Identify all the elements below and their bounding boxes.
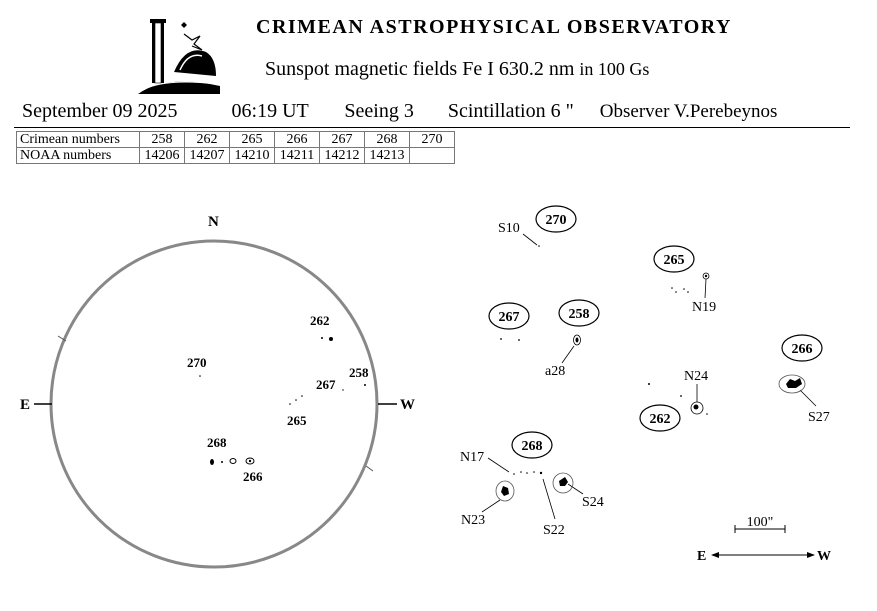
crimean-numbers-label: Crimean numbers bbox=[17, 132, 140, 148]
spot-labels bbox=[460, 221, 830, 538]
svg-text:262: 262 bbox=[649, 412, 671, 427]
group-262 bbox=[640, 405, 680, 431]
table-cell: 265 bbox=[230, 132, 275, 148]
spot-label-a28: a28 bbox=[545, 364, 566, 379]
table-cell: 270 bbox=[410, 132, 455, 148]
table-cell: 14213 bbox=[365, 148, 410, 164]
table-cell: 14212 bbox=[320, 148, 365, 164]
group-258 bbox=[559, 300, 599, 326]
spot-label-n17: N17 bbox=[460, 450, 485, 465]
subtitle-unit: in 100 Gs bbox=[579, 59, 650, 79]
table-cell: 14206 bbox=[140, 148, 185, 164]
disk-west-label: W bbox=[400, 397, 415, 413]
detail-east-label: E bbox=[697, 549, 707, 564]
table-cell: 268 bbox=[365, 132, 410, 148]
svg-text:265: 265 bbox=[663, 253, 685, 268]
disk-region-268: 268 bbox=[207, 435, 227, 450]
spot-label-n24: N24 bbox=[684, 369, 709, 384]
detail-spots bbox=[496, 245, 805, 501]
table-cell: 14211 bbox=[275, 148, 320, 164]
solar-disk bbox=[51, 241, 377, 567]
spot-label-s27: S27 bbox=[808, 410, 830, 425]
group-270 bbox=[536, 206, 576, 232]
table-cell: 14210 bbox=[230, 148, 275, 164]
disk-region-267: 267 bbox=[316, 377, 336, 392]
scale-label: 100" bbox=[746, 515, 774, 530]
table-cell: 14207 bbox=[185, 148, 230, 164]
disk-region-266: 266 bbox=[243, 469, 263, 484]
disk-region-258: 258 bbox=[349, 365, 369, 380]
scintillation-value: Scintillation 6 " bbox=[447, 100, 574, 122]
table-cell: 267 bbox=[320, 132, 365, 148]
disk-region-262: 262 bbox=[310, 313, 330, 328]
svg-text:266: 266 bbox=[791, 342, 813, 357]
svg-text:268: 268 bbox=[521, 439, 543, 454]
disk-north-label: N bbox=[208, 214, 219, 230]
svg-text:258: 258 bbox=[568, 307, 590, 322]
spot-label-n19: N19 bbox=[692, 300, 717, 315]
table-cell: 262 bbox=[185, 132, 230, 148]
group-265 bbox=[654, 246, 694, 272]
svg-text:270: 270 bbox=[545, 213, 567, 228]
observation-time: 06:19 UT bbox=[231, 100, 309, 122]
disk-region-265: 265 bbox=[287, 413, 307, 428]
spot-label-s22: S22 bbox=[543, 523, 565, 538]
subtitle-main: Sunspot magnetic fields Fe I 630.2 nm bbox=[265, 58, 575, 80]
group-268 bbox=[512, 432, 552, 458]
group-266 bbox=[782, 335, 822, 361]
table-cell: 258 bbox=[140, 132, 185, 148]
disk-region-270: 270 bbox=[187, 355, 207, 370]
spot-label-s24: S24 bbox=[582, 495, 604, 510]
svg-text:267: 267 bbox=[498, 310, 520, 325]
axis-tick bbox=[366, 466, 373, 471]
disk-east-label: E bbox=[20, 397, 31, 413]
detail-west-label: W bbox=[817, 549, 831, 564]
observation-date: September 09 2025 bbox=[22, 100, 178, 122]
page-title: CRIMEAN ASTROPHYSICAL OBSERVATORY bbox=[256, 16, 732, 38]
group-267 bbox=[489, 303, 529, 329]
spot-label-n23: N23 bbox=[461, 513, 486, 528]
observer-name: Observer V.Perebeynos bbox=[599, 101, 778, 122]
spot-label-s10: S10 bbox=[498, 221, 520, 236]
seeing-value: Seeing 3 bbox=[344, 100, 414, 122]
table-cell: 266 bbox=[275, 132, 320, 148]
noaa-numbers-label: NOAA numbers bbox=[17, 148, 140, 164]
